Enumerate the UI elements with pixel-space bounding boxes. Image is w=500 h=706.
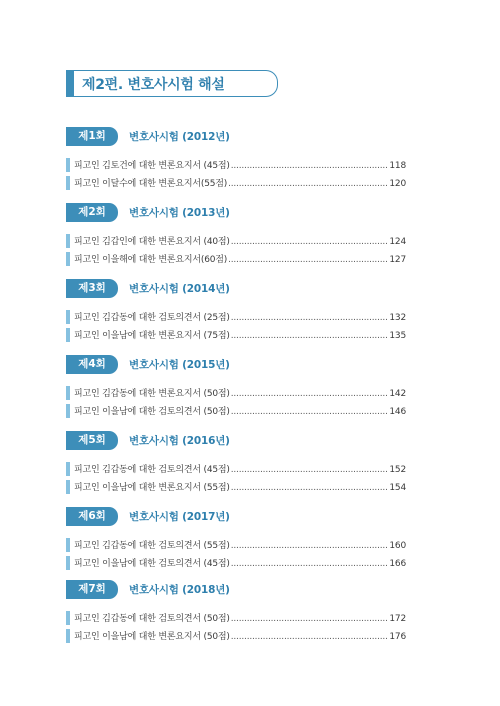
toc-section-1	[66, 127, 406, 192]
round-title: 변호사시험 (2015년)	[129, 359, 230, 371]
entry-marker	[66, 611, 70, 625]
entry-label: 피고인 김갑동에 대한 검토의견서 (50점)	[74, 614, 230, 624]
entry-label: 피고인 이달수에 대한 변론요지서(55점)	[74, 179, 228, 189]
dot-leader	[231, 541, 389, 551]
entry-marker	[66, 538, 70, 552]
round-header	[66, 580, 406, 600]
entry-list	[66, 536, 406, 572]
entry-page: 132	[389, 313, 406, 323]
entry-label: 피고인 이을남에 대한 검토의견서 (50점)	[74, 407, 230, 417]
entry-marker	[66, 328, 70, 342]
entry-list	[66, 156, 406, 192]
toc-section-3	[66, 279, 406, 344]
entry-page: 127	[389, 255, 406, 265]
entry-page: 124	[389, 237, 406, 247]
round-header	[66, 431, 406, 451]
round-title: 변호사시험 (2017년)	[129, 511, 230, 523]
entry-marker	[66, 462, 70, 476]
dot-leader	[231, 237, 389, 247]
entry-page: 166	[389, 559, 406, 569]
dot-leader	[228, 179, 388, 189]
round-badge: 제3회	[66, 279, 118, 298]
entry-list	[66, 460, 406, 496]
entry-page: 160	[389, 541, 406, 551]
toc-section-2	[66, 203, 406, 268]
dot-leader	[231, 559, 389, 569]
dot-leader	[231, 465, 389, 475]
round-badge: 제4회	[66, 355, 118, 374]
entry-marker	[66, 404, 70, 418]
entry-marker	[66, 234, 70, 248]
round-title: 변호사시험 (2013년)	[129, 207, 230, 219]
entry-marker	[66, 310, 70, 324]
entry-page: 172	[389, 614, 406, 624]
entry-label: 피고인 이을남에 대한 변론요지서 (50점)	[74, 632, 230, 642]
toc-entry[interactable]	[66, 384, 406, 402]
entry-list	[66, 384, 406, 420]
dot-leader	[231, 407, 389, 417]
entry-marker	[66, 386, 70, 400]
round-header	[66, 279, 406, 299]
entry-label: 피고인 김갑동에 대한 검토의견서 (45점)	[74, 465, 230, 475]
entry-page: 152	[389, 465, 406, 475]
entry-marker	[66, 629, 70, 643]
round-title: 변호사시험 (2012년)	[129, 131, 230, 143]
toc-entry[interactable]	[66, 627, 406, 645]
toc-entry[interactable]	[66, 402, 406, 420]
entry-list	[66, 232, 406, 268]
entry-label: 피고인 이을남에 대한 검토의견서 (45점)	[74, 559, 230, 569]
dot-leader	[228, 255, 388, 265]
entry-label: 피고인 김갑동에 대한 검토의견서 (55점)	[74, 541, 230, 551]
round-header	[66, 507, 406, 527]
part-header-accent-bar	[66, 70, 74, 97]
entry-label: 피고인 김갑동에 대한 변론요지서 (50점)	[74, 389, 230, 399]
toc-section-6	[66, 507, 406, 572]
toc-section-4	[66, 355, 406, 420]
toc-section-7	[66, 580, 406, 645]
round-header	[66, 127, 406, 147]
toc-entry[interactable]	[66, 326, 406, 344]
entry-marker	[66, 252, 70, 266]
entry-label: 피고인 이을해에 대한 변론요지서(60점)	[74, 255, 228, 265]
entry-label: 피고인 이을남에 대한 변론요지서 (55점)	[74, 483, 230, 493]
dot-leader	[231, 389, 389, 399]
round-title: 변호사시험 (2018년)	[129, 584, 230, 596]
part-title: 제2편. 변호사시험 해설	[82, 77, 225, 93]
entry-page: 118	[389, 161, 406, 171]
dot-leader	[231, 161, 389, 171]
toc-entry[interactable]	[66, 174, 406, 192]
entry-label: 피고인 이을남에 대한 변론요지서 (75점)	[74, 331, 230, 341]
entry-page: 146	[389, 407, 406, 417]
round-badge: 제1회	[66, 127, 118, 146]
toc-entry[interactable]	[66, 554, 406, 572]
toc-entry[interactable]	[66, 250, 406, 268]
toc-entry[interactable]	[66, 478, 406, 496]
dot-leader	[231, 331, 389, 341]
entry-page: 154	[389, 483, 406, 493]
entry-page: 135	[389, 331, 406, 341]
entry-marker	[66, 158, 70, 172]
round-title: 변호사시험 (2016년)	[129, 435, 230, 447]
round-badge: 제6회	[66, 507, 118, 526]
toc-entry[interactable]	[66, 609, 406, 627]
toc-entry[interactable]	[66, 156, 406, 174]
part-header	[66, 70, 278, 97]
round-title: 변호사시험 (2014년)	[129, 283, 230, 295]
toc-entry[interactable]	[66, 536, 406, 554]
entry-marker	[66, 176, 70, 190]
toc-entry[interactable]	[66, 460, 406, 478]
entry-label: 피고인 김갑인에 대한 변론요지서 (40점)	[74, 237, 230, 247]
dot-leader	[231, 614, 389, 624]
entry-page: 120	[389, 179, 406, 189]
round-badge: 제7회	[66, 580, 118, 599]
entry-label: 피고인 김갑동에 대한 검토의견서 (25점)	[74, 313, 230, 323]
entry-list	[66, 308, 406, 344]
entry-page: 142	[389, 389, 406, 399]
round-badge: 제2회	[66, 203, 118, 222]
toc-entry[interactable]	[66, 308, 406, 326]
entry-marker	[66, 556, 70, 570]
dot-leader	[231, 632, 389, 642]
entry-label: 피고인 김토건에 대한 변론요지서 (45점)	[74, 161, 230, 171]
entry-page: 176	[389, 632, 406, 642]
toc-section-5	[66, 431, 406, 496]
entry-marker	[66, 480, 70, 494]
round-badge: 제5회	[66, 431, 118, 450]
toc-entry[interactable]	[66, 232, 406, 250]
round-header	[66, 203, 406, 223]
dot-leader	[231, 313, 389, 323]
entry-list	[66, 609, 406, 645]
dot-leader	[231, 483, 389, 493]
round-header	[66, 355, 406, 375]
